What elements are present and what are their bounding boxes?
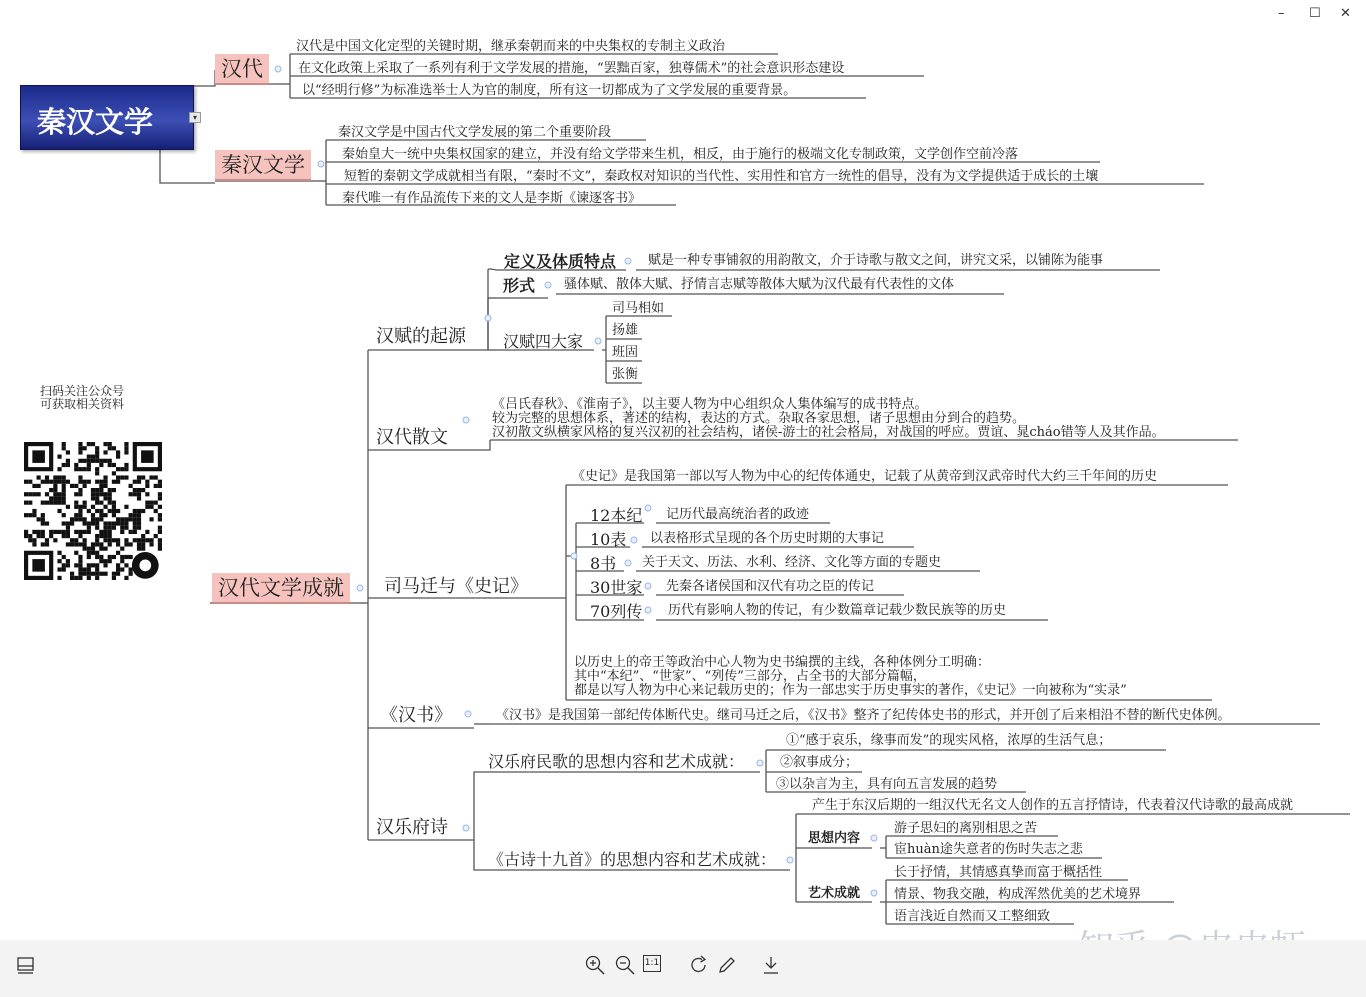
root-title: 秦汉文学 bbox=[37, 105, 154, 139]
qr-code-image bbox=[24, 440, 162, 582]
yuefu-folk-item: ①“感于哀乐，缘事而发”的现实风格，浓厚的生活气息； bbox=[786, 733, 1112, 748]
art-achievement-label[interactable]: 艺术成就 bbox=[808, 886, 861, 901]
qinhan-item: 秦代唯一有作品流传下来的文人是李斯《谏逐客书》 bbox=[342, 191, 642, 206]
shiji-intro: 《史记》是我国第一部以写人物为中心的纪传体通史，记载了从黄帝到汉武帝时代大约三千年间的历史 bbox=[572, 469, 1158, 484]
fu-master-name: 班固 bbox=[612, 345, 639, 360]
fu-form-text: 骚体赋、散体大赋、抒情言志赋等散体大赋为汉代最有代表性的文体 bbox=[564, 277, 955, 292]
qinhan-item: 秦始皇大一统中央集权国家的建立，并没有给文学带来生机，相反，由于施行的极端文化专制政策，文学创作空前冷落 bbox=[342, 147, 1019, 162]
minimize-icon[interactable]: – bbox=[1278, 6, 1285, 21]
yuefu-folk-item: ②叙事成分； bbox=[780, 755, 859, 770]
nineteen-poems-intro: 产生于东汉后期的一组汉代无名文人创作的五言抒情诗，代表着汉代诗歌的最高成就 bbox=[812, 798, 1294, 813]
fu-definition-text: 赋是一种专事铺叙的用韵散文，介于诗歌与散文之间，讲究文采，以铺陈为能事 bbox=[648, 253, 1104, 268]
topic-han-dynasty[interactable]: 汉代 bbox=[215, 54, 269, 85]
zoom-in-icon[interactable] bbox=[584, 954, 606, 976]
shiji-part-label[interactable]: 10表 bbox=[590, 530, 627, 549]
actual-size-icon[interactable]: 1:1 bbox=[643, 955, 661, 972]
shiji-part-text: 先秦各诸侯国和汉代有功之臣的传记 bbox=[666, 579, 875, 594]
sidebar-icon[interactable] bbox=[15, 955, 37, 977]
shiji-part-text: 记历代最高统治者的政迹 bbox=[666, 507, 810, 522]
download-icon[interactable] bbox=[760, 954, 782, 976]
rotate-icon[interactable] bbox=[688, 954, 710, 976]
viewer-toolbar bbox=[0, 940, 1366, 997]
root-topic[interactable] bbox=[20, 85, 197, 150]
yuefu-folk-item: ③以杂言为主，具有向五言发展的趋势 bbox=[776, 777, 998, 792]
edit-icon[interactable] bbox=[716, 954, 738, 976]
qr-caption-line: 扫码关注公众号 bbox=[40, 384, 125, 398]
topic-han-prose[interactable]: 汉代散文 bbox=[376, 427, 448, 448]
art-item: 情景、物我交融，构成浑然优美的艺术境界 bbox=[894, 887, 1142, 902]
shiji-summary-line: 以历史上的帝王等政治中心人物为史书编撰的主线，各种体例分工明确： bbox=[574, 655, 991, 670]
shiji-part-text: 历代有影响人物的传记，有少数篇章记载少数民族等的历史 bbox=[668, 603, 1007, 618]
zoom-out-icon[interactable] bbox=[614, 954, 636, 976]
fu-master-name: 扬雄 bbox=[612, 323, 639, 338]
topic-hanshu[interactable]: 《汉书》 bbox=[380, 705, 452, 726]
shiji-summary-line: 其中“本纪”、“世家”、“列传”三部分，占全书的大部分篇幅， bbox=[574, 669, 926, 684]
topic-sima-qian-shiji[interactable]: 司马迁与《史记》 bbox=[384, 576, 528, 597]
topic-han-yuefu[interactable]: 汉乐府诗 bbox=[376, 817, 448, 838]
topic-qinhan-literature[interactable]: 秦汉文学 bbox=[215, 150, 311, 181]
art-item: 长于抒情，其情感真挚而富于概括性 bbox=[894, 865, 1103, 880]
thought-item: 宦huàn途失意者的伤时失志之悲 bbox=[894, 842, 1083, 857]
thought-content-label[interactable]: 思想内容 bbox=[808, 831, 861, 846]
nineteen-poems-label[interactable]: 《古诗十九首》的思想内容和艺术成就： bbox=[488, 850, 777, 869]
han-dynasty-item: 在文化政策上采取了一系列有利于文学发展的措施，“罢黜百家，独尊儒术”的社会意识形态建设 bbox=[298, 61, 845, 76]
prose-line: 较为完整的思想体系，著述的结构，表达的方式。杂取各家思想，诸子思想由分到合的趋势。 bbox=[492, 411, 1026, 426]
maximize-icon[interactable]: ☐ bbox=[1309, 6, 1321, 21]
hanshu-text: 《汉书》是我国第一部纪传体断代史。继司马迁之后，《汉书》整齐了纪传体史书的形式，并开创了后来相沿不替的断代史体例。 bbox=[496, 708, 1231, 723]
qinhan-item: 短暂的秦朝文学成就相当有限，“秦时不文”，秦政权对知识的当代性、实用性和官方一统性的倡导，没有为文学提供适于成长的土壤 bbox=[344, 169, 1099, 184]
thought-item: 游子思妇的离别相思之苦 bbox=[894, 821, 1038, 836]
fu-four-masters-label[interactable]: 汉赋四大家 bbox=[503, 332, 584, 351]
han-dynasty-item: 汉代是中国文化定型的关键时期，继承秦朝而来的中央集权的专制主义政治 bbox=[296, 39, 726, 54]
shiji-part-label[interactable]: 30世家 bbox=[590, 578, 643, 597]
shiji-part-label[interactable]: 12本纪 bbox=[590, 506, 643, 525]
fu-definition-label[interactable]: 定义及体质特点 bbox=[504, 252, 617, 271]
fu-form-label[interactable]: 形式 bbox=[503, 276, 536, 295]
han-dynasty-item: 以“经明行修”为标准选举士人为官的制度，所有这一切都成为了文学发展的重要背景。 bbox=[302, 83, 797, 98]
shiji-part-text: 以表格形式呈现的各个历史时期的大事记 bbox=[650, 531, 885, 546]
shiji-part-text: 关于天文、历法、水利、经济、文化等方面的专题史 bbox=[642, 555, 942, 570]
topic-han-achievements[interactable]: 汉代文学成就 bbox=[212, 573, 350, 604]
topic-han-fu[interactable]: 汉赋的起源 bbox=[376, 326, 466, 347]
close-icon[interactable]: ✕ bbox=[1340, 6, 1351, 21]
fu-master-name: 司马相如 bbox=[612, 301, 665, 316]
art-item: 语言浅近自然而又工整细致 bbox=[894, 909, 1051, 924]
qinhan-item: 秦汉文学是中国古代文学发展的第二个重要阶段 bbox=[338, 125, 612, 140]
shiji-part-label[interactable]: 8书 bbox=[590, 554, 617, 573]
shiji-part-label[interactable]: 70列传 bbox=[590, 602, 643, 621]
shiji-summary-line: 都是以写人物为中心来记载历史的；作为一部忠实于历史事实的著作，《史记》一向被称为“实录” bbox=[574, 683, 1127, 698]
fu-master-name: 张衡 bbox=[612, 367, 639, 382]
yuefu-folk-label[interactable]: 汉乐府民歌的思想内容和艺术成就： bbox=[488, 752, 745, 771]
prose-line: 《吕氏春秋》、《淮南子》，以主要人物为中心组织众人集体编写的成书特点。 bbox=[492, 397, 928, 412]
collapse-marker-icon[interactable]: ▾ bbox=[189, 112, 201, 123]
prose-line: 汉初散文纵横家风格的复兴汉初的社会结构，诸侯-游士的社会格局，对战国的呼应。贾谊、晁cháo错等人及其作品。 bbox=[492, 425, 1165, 440]
qr-caption-line: 可获取相关资料 bbox=[40, 397, 125, 411]
